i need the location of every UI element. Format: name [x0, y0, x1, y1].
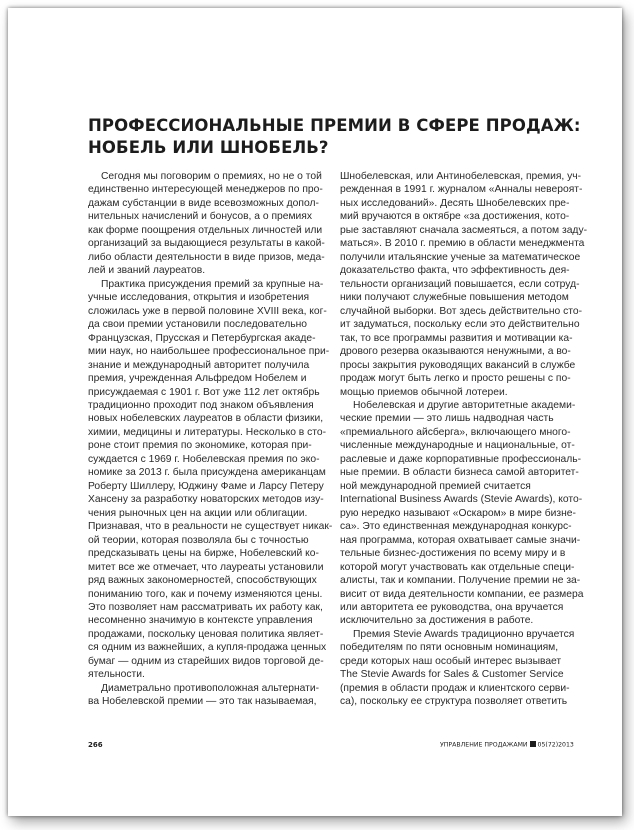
text-line: номике за 2013 г. была присуждена американцам	[88, 467, 326, 479]
text-line: Роберту Шиллеру, Юджину Фаме и Ларсу Петеру	[88, 480, 324, 492]
text-line: продажами, поскольку ценовая политика являет-	[88, 628, 324, 640]
text-line: ятельности.	[88, 669, 145, 681]
text-line: чения рыночных цен на акции или облигации.	[88, 507, 308, 519]
text-line: са), поскольку ее структура позволяет ответить	[340, 696, 568, 708]
right-column	[340, 170, 588, 709]
text-line: численные международные и национальные, от-	[340, 440, 575, 452]
text-line: The Stevie Awards for Sales & Customer Service	[340, 669, 564, 681]
article-title-line: ПРОФЕССИОНАЛЬНЫЕ ПРЕМИИ В СФЕРЕ ПРОДАЖ:	[88, 116, 581, 135]
text-line: Шнобелевская, или Антинобелевская, премия, уч-	[340, 171, 582, 182]
text-line: предсказывать цены на бирже, Нобелевский ко-	[88, 548, 319, 560]
text-line: либо области деятельности в виде призов, меда-	[88, 251, 325, 263]
text-line: висит от вида деятельности компании, ее размера	[340, 588, 584, 600]
text-line: ит задуматься, поскольку если это действительно	[340, 319, 580, 331]
text-line: которой могут участвовать как отдельные специ-	[340, 561, 575, 573]
text-line: ся одним из важнейших, а купля-продажа ценных	[88, 642, 327, 654]
text-line: Премия Stevie Awards традиционно вручается	[353, 628, 575, 640]
text-line: победителям по пяти основным номинациям,	[340, 642, 559, 654]
text-line: химии, медицины и литературы. Несколько в сто-	[88, 426, 327, 438]
text-line: учные исследования, открытия и изобретения	[88, 292, 310, 304]
text-line: бумаг — одним из старейших видов торговой де-	[88, 655, 324, 667]
text-line: исключительно за достижения в работе.	[340, 615, 534, 627]
text-line: Сегодня мы поговорим о премиях, но не о той	[101, 171, 322, 182]
issue-number: 05(72)2013	[537, 741, 574, 749]
text-line: пониманию того, как и почему изменяются цены.	[88, 588, 323, 600]
text-line: маться». В 2010 г. премию в области менеджмента	[340, 238, 585, 250]
text-line: International Business Awards (Stevie Awards), кото-	[340, 494, 583, 506]
text-line: Признавая, что в реальности не существует никак-	[88, 521, 333, 533]
text-line: присуждаемая с 1901 г. Вот уже 112 лет октябрь	[88, 386, 320, 398]
text-line: режденная в 1991 г. журналом «Анналы невероят-	[340, 184, 583, 196]
text-line: традиционно проходит под знаком объявления	[88, 399, 314, 411]
text-line: сложилась уже в первой половине XVIII века, ког-	[88, 305, 327, 317]
magazine-name: УПРАВЛЕНИЕ ПРОДАЖАМИ	[440, 741, 528, 749]
text-line: премия, учрежденная Альфредом Нобелем и	[88, 373, 307, 385]
text-line: Диаметрально противоположная альтернати-	[101, 682, 320, 694]
text-line: лей и званий лауреатов.	[88, 265, 206, 277]
text-line: рые заставляют сначала засмеяться, а потом заду-	[340, 224, 588, 236]
text-line: роне стоит премия по экономике, которая при-	[88, 440, 312, 452]
text-line: или авторитета ее руководства, она вручается	[340, 602, 564, 613]
text-line: Хансену за разработку новаторских методов изу-	[88, 494, 324, 506]
text-line: мий вручаются в октябре «за достижения, кото-	[340, 211, 570, 223]
text-line: ная программа, которая охватывает самые значи-	[340, 534, 581, 546]
text-line: да свои премии установили последовательно	[88, 319, 307, 331]
text-line: знание и международный авторитет получила	[88, 359, 310, 371]
text-line: новых нобелевских лауреатов в области физики,	[88, 413, 324, 425]
running-footer	[440, 741, 574, 749]
text-line: ой теории, которая позволяла бы с точностью	[88, 534, 309, 546]
magazine-page	[8, 8, 622, 816]
left-column	[88, 170, 333, 709]
text-line: тельности организаций повышается, если сотруд-	[340, 278, 580, 290]
text-line: как форме поощрения отдельных личностей или	[88, 224, 323, 236]
text-line: случайной выборки. Вот здесь действительно сто-	[340, 305, 583, 317]
text-line: ной международной премией считается	[340, 480, 531, 492]
text-line: Французская, Прусская и Петербургская акаде-	[88, 332, 316, 344]
text-line: митет все же отмечает, что лауреаты установили	[88, 561, 324, 573]
text-line: организаций за выдающиеся результаты в какой-	[88, 238, 325, 250]
text-line: «премиального айсберга», включающего много-	[340, 426, 571, 438]
text-line: Нобелевская и другие авторитетные академи-	[353, 399, 576, 411]
text-line: ных исследований». Десять Шнобелевских пре-	[340, 197, 570, 209]
text-line: мощью приемов обычной лотереи.	[340, 386, 508, 398]
text-line: ряд важных закономерностей, способствующих	[88, 575, 317, 587]
text-line: получили итальянские ученые за математическое	[340, 251, 581, 263]
text-line: алисты, так и компании. Получение премии не за-	[340, 575, 581, 587]
text-line: суждается с 1969 г. Нобелевская премия по эко-	[88, 453, 320, 465]
article-title	[88, 115, 581, 159]
text-line: дрового резерва оказываются ненужными, а во-	[340, 346, 571, 358]
text-line: рую нередко называют «Оскаром» в мире бизне-	[340, 507, 576, 519]
page-number: 266	[88, 741, 103, 749]
text-line: Практика присуждения премий за крупные на-	[101, 278, 324, 290]
text-line: так, то все программы развития и мотивации ка-	[340, 332, 573, 344]
text-line: мии наук, но наибольшее профессиональное при-	[88, 346, 330, 358]
text-line: Это позволяет нам рассматривать их работу как,	[88, 602, 323, 613]
text-line: са». Это единственная международная конкурс-	[340, 521, 572, 533]
text-line: доказательство факта, что эффективность дея-	[340, 265, 570, 277]
text-line: среди которых наш особый интерес вызывает	[340, 655, 562, 667]
text-line: продаж могут быть легко и просто решены с по-	[340, 373, 571, 385]
text-line: единственно интересующей менеджеров по про-	[88, 184, 323, 196]
text-line: нительных начислений и бонусов, а о премиях	[88, 211, 313, 223]
text-line: дажам субстанции в виде всевозможных допол-	[88, 197, 319, 209]
text-line: ные премии. В области бизнеса самой авторитет-	[340, 467, 579, 479]
article-title-line: НОБЕЛЬ ИЛИ ШНОБЕЛЬ?	[88, 138, 329, 157]
text-line: тельные бизнес-достижения по всему миру и в	[340, 548, 566, 560]
text-line: ва Нобелевской премии — это так называемая,	[88, 696, 317, 708]
text-line: (премия в области продаж и клиентского серви-	[340, 682, 570, 694]
text-line: просы закрытия руководящих вакансий в службе	[340, 359, 576, 371]
text-line: раслевые и даже корпоративные профессиональ-	[340, 453, 582, 465]
footer-square-icon	[530, 741, 536, 747]
text-line: ники получают служебные повышения методом	[340, 292, 569, 304]
text-line: несомненно значимую в контексте управления	[88, 615, 313, 627]
text-line: ческие премии — это лишь надводная часть	[340, 413, 554, 425]
